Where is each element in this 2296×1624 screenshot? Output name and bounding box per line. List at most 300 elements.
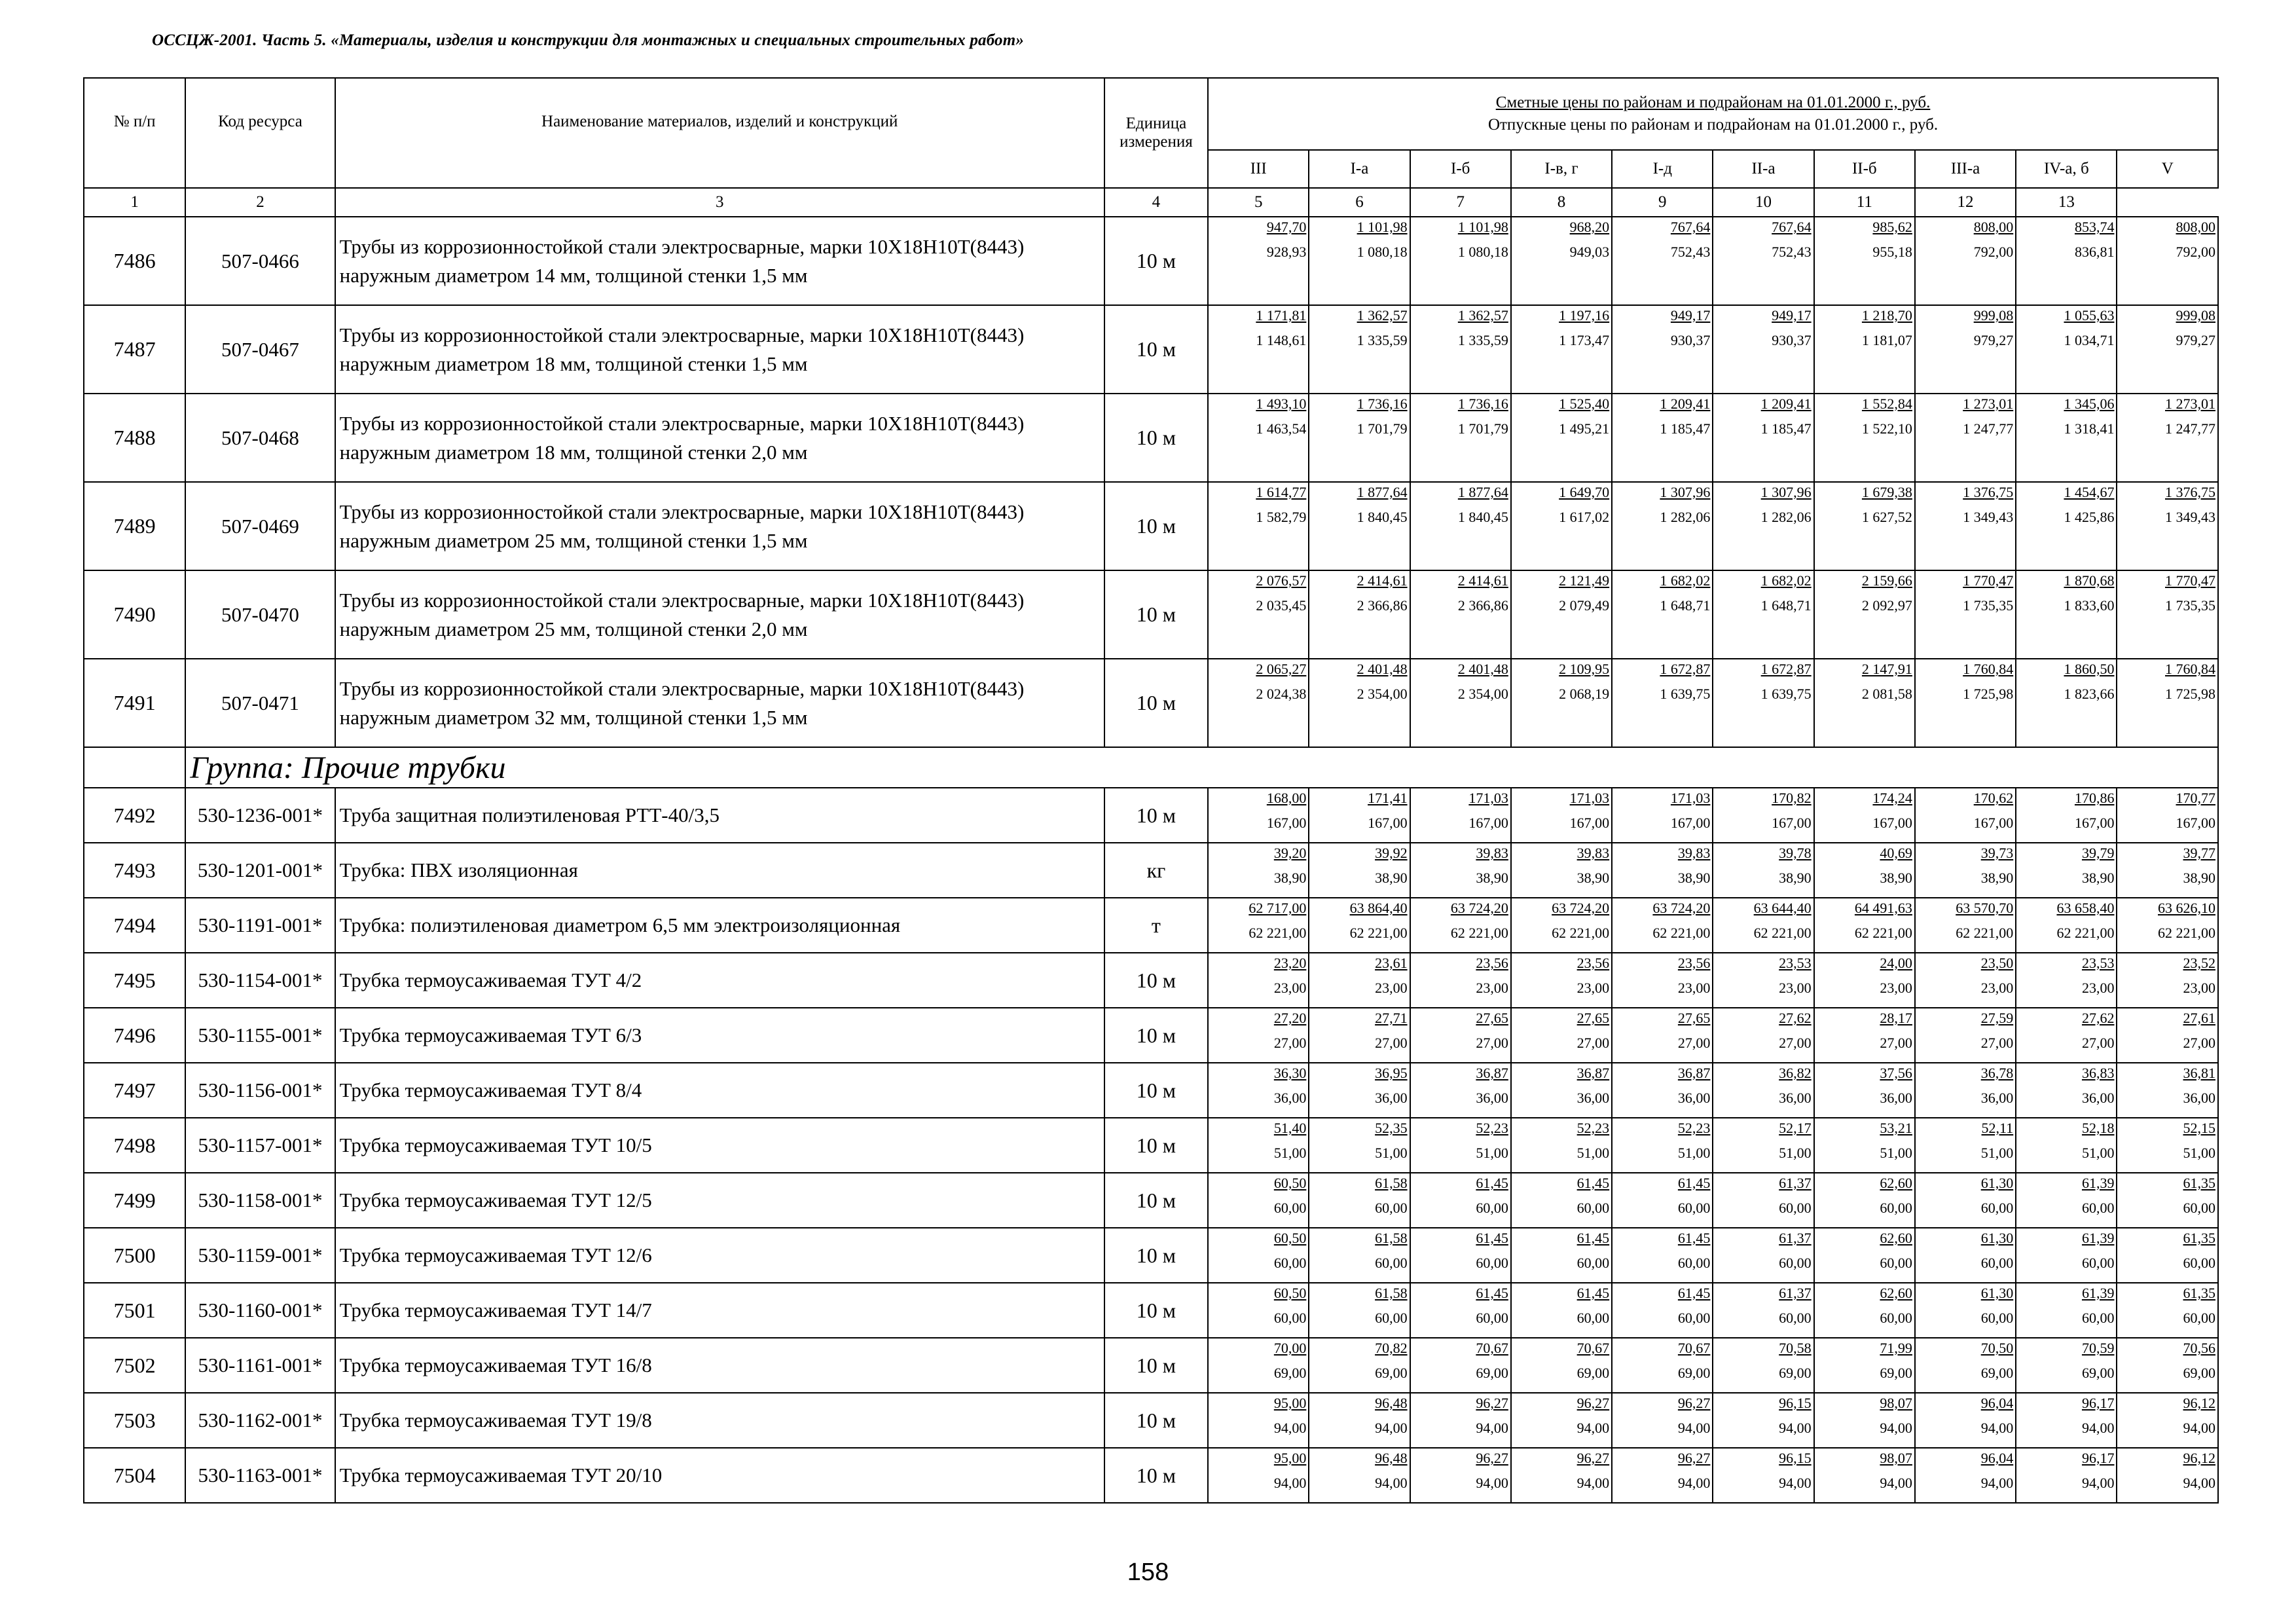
price-cell: [1915, 1393, 2016, 1448]
unit-of-measure: 10 м: [1104, 394, 1208, 482]
price-cell: [2016, 659, 2117, 747]
unit-of-measure: 10 м: [1104, 482, 1208, 570]
release-price: 69,00: [1273, 1365, 1307, 1381]
release-price: 62 221,00: [1652, 925, 1711, 941]
release-price: 2 024,38: [1256, 686, 1307, 702]
release-price: 1 181,07: [1861, 332, 1912, 348]
estimate-price: 1 362,57: [1357, 307, 1408, 323]
release-price: 60,00: [1576, 1200, 1610, 1216]
release-price: 60,00: [1980, 1200, 2014, 1216]
release-price: 62 221,00: [2158, 925, 2215, 941]
price-cell: [1713, 305, 1813, 394]
price-cell: [1713, 482, 1813, 570]
estimate-price: 170,86: [2074, 790, 2115, 806]
row-number: 7494: [84, 898, 185, 953]
estimate-price: 63 724,20: [1450, 900, 1508, 916]
price-cell: [1511, 305, 1612, 394]
column-index: 4: [1104, 188, 1208, 217]
unit-of-measure: т: [1104, 898, 1208, 953]
row-number: 7487: [84, 305, 185, 394]
estimate-price: 36,87: [1576, 1065, 1610, 1081]
price-cell: [1814, 1338, 1915, 1393]
price-cell: [1511, 394, 1612, 482]
column-index: 9: [1612, 188, 1713, 217]
release-price: 36,00: [1880, 1090, 1912, 1106]
price-cell: [1814, 1173, 1915, 1228]
price-cell: [2117, 1283, 2218, 1338]
estimate-price: 39,83: [1476, 845, 1508, 861]
column-index: 7: [1410, 188, 1511, 217]
release-price: 36,00: [1779, 1090, 1812, 1106]
release-price: 979,27: [1973, 332, 2014, 348]
release-price: 62 221,00: [1753, 925, 1812, 941]
material-name: Трубы из коррозионностойкой стали электросварные, марки 10Х18Н10Т(8443) наружным диаметром 25 мм, толщиной стенки 2,0 мм: [335, 570, 1104, 659]
release-price: 167,00: [1973, 815, 2014, 831]
release-price: 60,00: [1375, 1255, 1408, 1271]
estimate-price: 1 101,98: [1357, 219, 1408, 235]
header-num: № п/п: [84, 78, 185, 188]
price-cell: [2016, 1118, 2117, 1173]
price-cell: [1612, 1173, 1713, 1228]
price-cell: [1612, 1118, 1713, 1173]
row-number: 7493: [84, 843, 185, 898]
table-row: [84, 898, 2218, 953]
release-price: 51,00: [1476, 1145, 1508, 1161]
estimate-price: 1 055,63: [2064, 307, 2115, 323]
material-name: Трубка термоусаживаемая ТУТ 12/6: [335, 1228, 1104, 1283]
price-cell: [2016, 1448, 2117, 1503]
release-price: 27,00: [1273, 1035, 1307, 1051]
table-row: [84, 482, 2218, 570]
unit-of-measure: 10 м: [1104, 217, 1208, 305]
price-cell: [1410, 1228, 1511, 1283]
release-price: 94,00: [2081, 1420, 2115, 1436]
price-cell: [1915, 953, 2016, 1008]
estimate-price: 1 672,87: [1760, 661, 1812, 677]
price-cell: [1915, 1063, 2016, 1118]
price-cell: [1915, 1008, 2016, 1063]
release-price: 1 349,43: [1963, 509, 2014, 525]
price-cell: [1915, 1228, 2016, 1283]
material-name: Трубка термоусаживаемая ТУТ 6/3: [335, 1008, 1104, 1063]
release-price: 38,90: [1880, 870, 1912, 886]
release-price: 60,00: [1880, 1310, 1912, 1326]
release-price: 1 247,77: [2165, 420, 2215, 437]
price-cell: [1814, 1283, 1915, 1338]
release-price: 2 366,86: [1357, 597, 1408, 614]
resource-code: 530-1155-001*: [185, 1008, 335, 1063]
release-price: 1 335,59: [1457, 332, 1508, 348]
estimate-price: 1 345,06: [2064, 396, 2115, 412]
estimate-price: 61,58: [1375, 1175, 1408, 1191]
row-number: 7492: [84, 788, 185, 843]
price-cell: [1612, 217, 1713, 305]
material-name: Трубы из коррозионностойкой стали электросварные, марки 10Х18Н10Т(8443) наружным диаметром 32 мм, толщиной стенки 1,5 мм: [335, 659, 1104, 747]
price-cell: [2016, 1393, 2117, 1448]
price-cell: [1814, 1063, 1915, 1118]
estimate-price: 1 209,41: [1660, 396, 1711, 412]
resource-code: 530-1156-001*: [185, 1063, 335, 1118]
release-price: 60,00: [1677, 1200, 1711, 1216]
column-index: 6: [1309, 188, 1410, 217]
estimate-price: 53,21: [1880, 1120, 1912, 1136]
price-cell: [1511, 1283, 1612, 1338]
region-header: V: [2117, 150, 2218, 188]
price-cell: [1410, 1448, 1511, 1503]
material-name: Трубы из коррозионностойкой стали электросварные, марки 10Х18Н10Т(8443) наружным диаметром 18 мм, толщиной стенки 1,5 мм: [335, 305, 1104, 394]
estimate-price: 171,03: [1670, 790, 1711, 806]
resource-code: 507-0468: [185, 394, 335, 482]
price-cell: [1713, 843, 1813, 898]
estimate-price: 23,56: [1476, 955, 1508, 971]
price-cell: [1612, 788, 1713, 843]
price-cell: [1410, 843, 1511, 898]
estimate-price: 23,50: [1980, 955, 2014, 971]
estimate-price: 36,83: [2081, 1065, 2115, 1081]
estimate-price: 1 682,02: [1760, 572, 1812, 589]
estimate-price: 968,20: [1569, 219, 1610, 235]
price-cell: [1208, 788, 1309, 843]
release-price: 60,00: [2183, 1310, 2215, 1326]
release-price: 51,00: [1980, 1145, 2014, 1161]
table-row: [84, 843, 2218, 898]
estimate-price: 70,50: [1980, 1340, 2014, 1356]
estimate-price: 27,20: [1273, 1010, 1307, 1026]
price-cell: [1915, 217, 2016, 305]
price-cell: [2016, 217, 2117, 305]
release-price: 1 833,60: [2064, 597, 2115, 614]
table-row: [84, 570, 2218, 659]
row-number: 7496: [84, 1008, 185, 1063]
estimate-price: 36,78: [1980, 1065, 2014, 1081]
price-cell: [1713, 1393, 1813, 1448]
price-cell: [1612, 1338, 1713, 1393]
column-index: 5: [1208, 188, 1309, 217]
price-cell: [1410, 788, 1511, 843]
unit-of-measure: 10 м: [1104, 1008, 1208, 1063]
header-price-release: Отпускные цены по районам и подрайонам на 01.01.2000 г., руб.: [1487, 116, 1939, 134]
estimate-price: 23,52: [2183, 955, 2215, 971]
resource-code: 530-1163-001*: [185, 1448, 335, 1503]
release-price: 1 080,18: [1357, 244, 1408, 260]
release-price: 23,00: [1273, 980, 1307, 996]
estimate-price: 96,15: [1779, 1395, 1812, 1411]
release-price: 51,00: [2183, 1145, 2215, 1161]
price-cell: [1915, 659, 2016, 747]
price-cell: [2117, 1008, 2218, 1063]
column-index: 1: [84, 188, 185, 217]
estimate-price: 1 770,47: [1963, 572, 2014, 589]
price-cell: [1814, 1448, 1915, 1503]
estimate-price: 61,45: [1677, 1175, 1711, 1191]
estimate-price: 39,78: [1779, 845, 1812, 861]
estimate-price: 23,61: [1375, 955, 1408, 971]
estimate-price: 174,24: [1872, 790, 1912, 806]
price-cell: [2117, 843, 2218, 898]
row-number: 7502: [84, 1338, 185, 1393]
price-cell: [1309, 659, 1410, 747]
estimate-price: 170,82: [1772, 790, 1812, 806]
resource-code: 530-1236-001*: [185, 788, 335, 843]
estimate-price: 27,61: [2183, 1010, 2215, 1026]
release-price: 60,00: [2081, 1200, 2115, 1216]
release-price: 62 221,00: [1349, 925, 1408, 941]
price-cell: [1612, 898, 1713, 953]
release-price: 23,00: [1779, 980, 1812, 996]
region-header: I-б: [1410, 150, 1511, 188]
estimate-price: 52,11: [1981, 1120, 2014, 1136]
price-cell: [1612, 570, 1713, 659]
price-cell: [1915, 843, 2016, 898]
row-number: 7491: [84, 659, 185, 747]
release-price: 94,00: [2081, 1475, 2115, 1491]
estimate-price: 170,62: [1973, 790, 2014, 806]
release-price: 60,00: [1980, 1310, 2014, 1326]
price-cell: [1612, 659, 1713, 747]
estimate-price: 39,83: [1576, 845, 1610, 861]
release-price: 836,81: [2074, 244, 2115, 260]
table-row: [84, 1448, 2218, 1503]
price-cell: [1309, 1393, 1410, 1448]
price-cell: [1814, 1393, 1915, 1448]
release-price: 1 701,79: [1457, 420, 1508, 437]
estimate-price: 70,59: [2081, 1340, 2115, 1356]
release-price: 1 185,47: [1660, 420, 1711, 437]
row-number: 7495: [84, 953, 185, 1008]
estimate-price: 61,37: [1779, 1285, 1812, 1301]
row-number: 7497: [84, 1063, 185, 1118]
price-cell: [2117, 1338, 2218, 1393]
release-price: 1 627,52: [1861, 509, 1912, 525]
release-price: 60,00: [1779, 1255, 1812, 1271]
estimate-price: 1 362,57: [1457, 307, 1508, 323]
price-cell: [2117, 659, 2218, 747]
estimate-price: 947,70: [1266, 219, 1307, 235]
release-price: 167,00: [1772, 815, 1812, 831]
material-name: Трубка термоусаживаемая ТУТ 20/10: [335, 1448, 1104, 1503]
estimate-price: 52,23: [1576, 1120, 1610, 1136]
price-cell: [1511, 1063, 1612, 1118]
row-number: 7489: [84, 482, 185, 570]
release-price: 167,00: [1468, 815, 1508, 831]
release-price: 949,03: [1569, 244, 1610, 260]
estimate-price: 61,30: [1980, 1230, 2014, 1246]
table-row: [84, 217, 2218, 305]
table-row: [84, 1393, 2218, 1448]
price-cell: [2016, 898, 2117, 953]
price-cell: [1511, 898, 1612, 953]
release-price: 1 495,21: [1559, 420, 1610, 437]
price-cell: [1713, 1173, 1813, 1228]
price-cell: [2117, 217, 2218, 305]
group-title: Группа: Прочие трубки: [185, 747, 2218, 788]
release-price: 94,00: [1273, 1420, 1307, 1436]
estimate-price: 1 760,84: [1963, 661, 2014, 677]
price-cell: [2117, 394, 2218, 482]
release-price: 27,00: [1375, 1035, 1408, 1051]
estimate-price: 27,65: [1677, 1010, 1711, 1026]
price-cell: [1410, 1008, 1511, 1063]
price-cell: [1309, 305, 1410, 394]
price-cell: [1309, 1063, 1410, 1118]
estimate-price: 61,45: [1677, 1285, 1711, 1301]
release-price: 1 648,71: [1760, 597, 1812, 614]
release-price: 167,00: [2176, 815, 2215, 831]
release-price: 69,00: [1375, 1365, 1408, 1381]
price-cell: [1713, 1338, 1813, 1393]
release-price: 51,00: [1677, 1145, 1711, 1161]
estimate-price: 62,60: [1880, 1230, 1912, 1246]
release-price: 94,00: [1779, 1420, 1812, 1436]
estimate-price: 1 101,98: [1457, 219, 1508, 235]
release-price: 167,00: [1670, 815, 1711, 831]
estimate-price: 96,12: [2183, 1395, 2215, 1411]
material-name: Трубка термоусаживаемая ТУТ 14/7: [335, 1283, 1104, 1338]
price-cell: [1208, 217, 1309, 305]
column-index: 10: [1713, 188, 1813, 217]
release-price: 60,00: [1576, 1310, 1610, 1326]
region-header: III: [1208, 150, 1309, 188]
estimate-price: 70,82: [1375, 1340, 1408, 1356]
price-cell: [1511, 1173, 1612, 1228]
unit-of-measure: 10 м: [1104, 570, 1208, 659]
price-cell: [1309, 570, 1410, 659]
release-price: 27,00: [1880, 1035, 1912, 1051]
price-cell: [1208, 482, 1309, 570]
release-price: 2 354,00: [1357, 686, 1408, 702]
price-cell: [1814, 1118, 1915, 1173]
column-index: 12: [1915, 188, 2016, 217]
price-cell: [2117, 1173, 2218, 1228]
release-price: 1 840,45: [1457, 509, 1508, 525]
price-cell: [1309, 953, 1410, 1008]
release-price: 930,37: [1772, 332, 1812, 348]
estimate-price: 96,04: [1980, 1450, 2014, 1466]
price-cell: [1814, 394, 1915, 482]
estimate-price: 1 877,64: [1357, 484, 1408, 500]
release-price: 60,00: [2183, 1200, 2215, 1216]
price-cell: [1612, 1228, 1713, 1283]
release-price: 979,27: [2176, 332, 2215, 348]
estimate-price: 1 552,84: [1861, 396, 1912, 412]
release-price: 60,00: [1779, 1200, 1812, 1216]
estimate-price: 95,00: [1273, 1395, 1307, 1411]
unit-of-measure: 10 м: [1104, 1283, 1208, 1338]
release-price: 94,00: [1476, 1475, 1508, 1491]
estimate-price: 2 121,49: [1559, 572, 1610, 589]
estimate-price: 23,53: [2081, 955, 2115, 971]
price-cell: [1410, 1393, 1511, 1448]
resource-code: 530-1160-001*: [185, 1283, 335, 1338]
release-price: 60,00: [1576, 1255, 1610, 1271]
release-price: 94,00: [1576, 1420, 1610, 1436]
release-price: 94,00: [1375, 1475, 1408, 1491]
estimate-price: 39,73: [1980, 845, 2014, 861]
estimate-price: 23,20: [1273, 955, 1307, 971]
material-name: Трубы из коррозионностойкой стали электросварные, марки 10Х18Н10Т(8443) наружным диаметром 25 мм, толщиной стенки 1,5 мм: [335, 482, 1104, 570]
estimate-price: 27,62: [1779, 1010, 1812, 1026]
estimate-price: 61,39: [2081, 1285, 2115, 1301]
release-price: 1 582,79: [1256, 509, 1307, 525]
unit-of-measure: 10 м: [1104, 1063, 1208, 1118]
table-row: [84, 1063, 2218, 1118]
release-price: 167,00: [1569, 815, 1610, 831]
release-price: 27,00: [1980, 1035, 2014, 1051]
price-cell: [1713, 788, 1813, 843]
column-index: 11: [1814, 188, 1915, 217]
release-price: 2 366,86: [1457, 597, 1508, 614]
table-row: [84, 1228, 2218, 1283]
release-price: 51,00: [1880, 1145, 1912, 1161]
price-cell: [1410, 953, 1511, 1008]
price-cell: [1208, 394, 1309, 482]
estimate-price: 2 065,27: [1256, 661, 1307, 677]
estimate-price: 52,15: [2183, 1120, 2215, 1136]
price-cell: [1309, 1283, 1410, 1338]
estimate-price: 63 644,40: [1753, 900, 1812, 916]
estimate-price: 1 649,70: [1559, 484, 1610, 500]
price-cell: [1410, 659, 1511, 747]
region-header: IV-а, б: [2016, 150, 2117, 188]
release-price: 38,90: [1476, 870, 1508, 886]
price-cell: [2016, 1063, 2117, 1118]
price-cell: [1814, 953, 1915, 1008]
resource-code: 530-1158-001*: [185, 1173, 335, 1228]
price-cell: [1410, 1173, 1511, 1228]
estimate-price: 52,17: [1779, 1120, 1812, 1136]
price-cell: [1309, 843, 1410, 898]
estimate-price: 168,00: [1266, 790, 1307, 806]
price-cell: [1208, 659, 1309, 747]
price-cell: [1410, 1118, 1511, 1173]
price-cell: [1915, 570, 2016, 659]
estimate-price: 96,17: [2081, 1395, 2115, 1411]
unit-of-measure: 10 м: [1104, 1228, 1208, 1283]
estimate-price: 1 614,77: [1256, 484, 1307, 500]
release-price: 60,00: [1677, 1310, 1711, 1326]
header-unit: Единица измерения: [1104, 78, 1208, 188]
material-name: Труба защитная полиэтиленовая РТТ-40/3,5: [335, 788, 1104, 843]
estimate-price: 61,39: [2081, 1230, 2115, 1246]
release-price: 36,00: [2183, 1090, 2215, 1106]
price-cell: [1309, 788, 1410, 843]
estimate-price: 767,64: [1772, 219, 1812, 235]
price-cell: [2016, 1338, 2117, 1393]
price-cell: [1309, 394, 1410, 482]
release-price: 2 068,19: [1559, 686, 1610, 702]
release-price: 60,00: [1476, 1255, 1508, 1271]
release-price: 167,00: [1266, 815, 1307, 831]
estimate-price: 1 307,96: [1660, 484, 1711, 500]
price-cell: [1309, 1173, 1410, 1228]
price-cell: [1713, 1283, 1813, 1338]
material-name: Трубка термоусаживаемая ТУТ 12/5: [335, 1173, 1104, 1228]
price-cell: [1410, 1338, 1511, 1393]
price-cell: [1814, 305, 1915, 394]
estimate-price: 96,27: [1476, 1450, 1508, 1466]
estimate-price: 62,60: [1880, 1175, 1912, 1191]
estimate-price: 985,62: [1872, 219, 1912, 235]
estimate-price: 60,50: [1273, 1175, 1307, 1191]
price-cell: [1208, 1228, 1309, 1283]
price-cell: [2117, 570, 2218, 659]
price-cell: [2117, 1228, 2218, 1283]
release-price: 60,00: [1273, 1200, 1307, 1216]
price-cell: [2016, 394, 2117, 482]
estimate-price: 1 736,16: [1457, 396, 1508, 412]
release-price: 1 425,86: [2064, 509, 2115, 525]
price-cell: [2117, 1393, 2218, 1448]
